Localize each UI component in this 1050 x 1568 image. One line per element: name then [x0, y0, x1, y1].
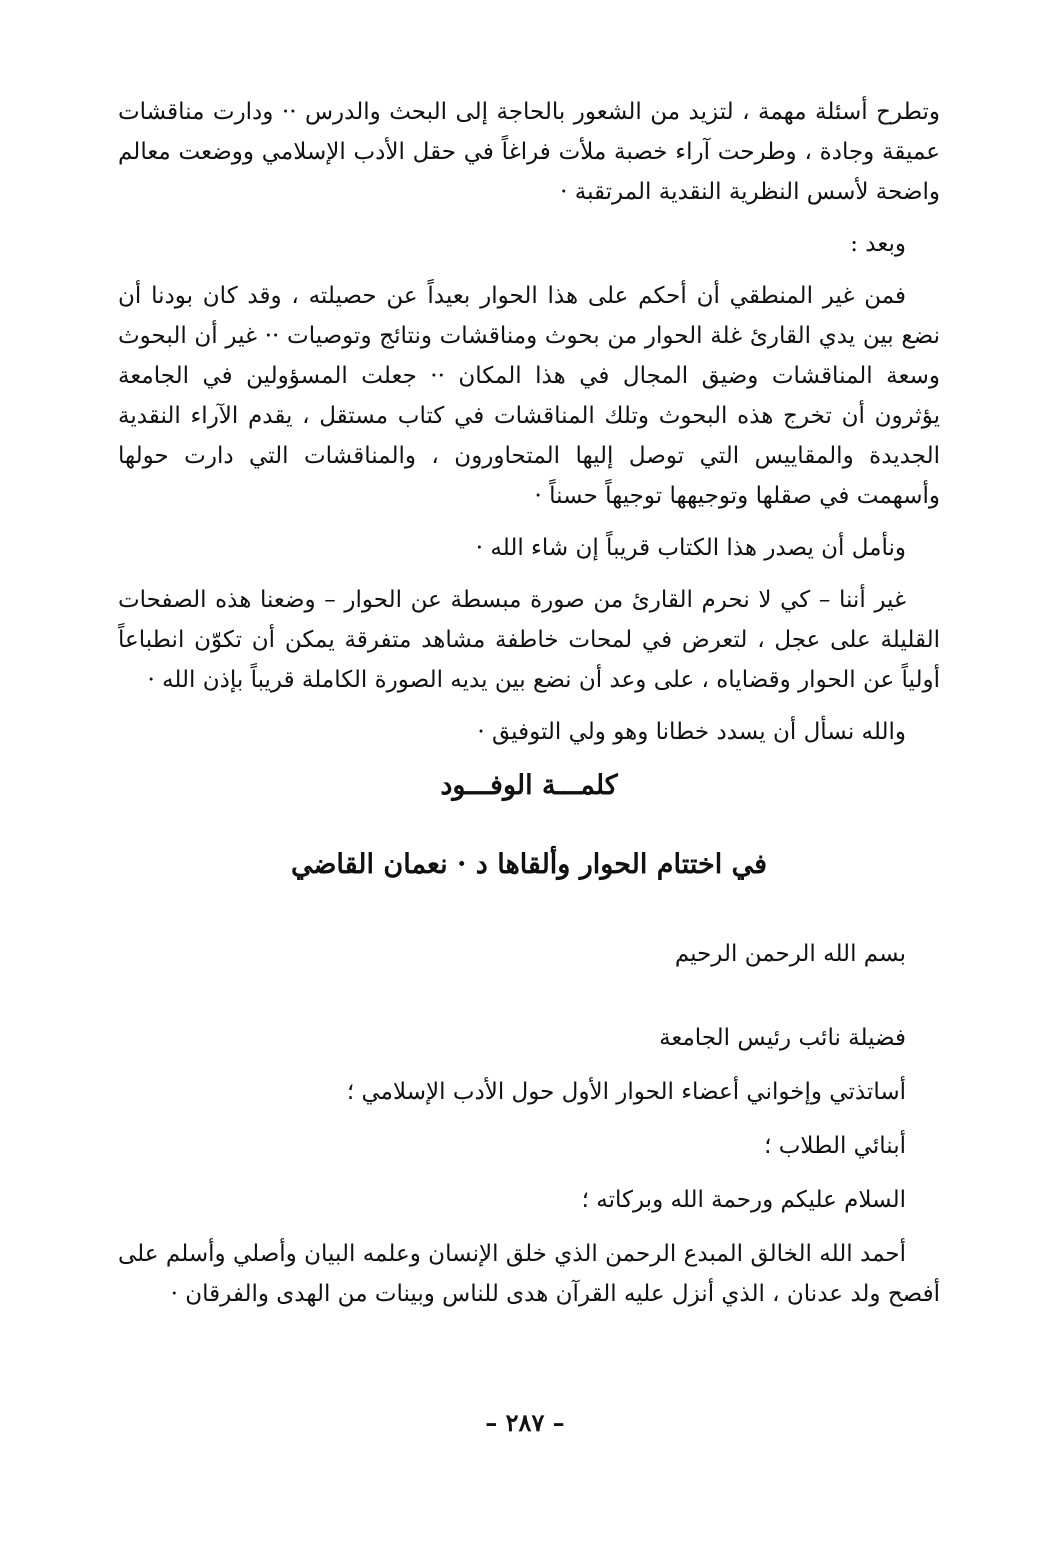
address-line-1: فضيلة نائب رئيس الجامعة — [659, 1025, 906, 1051]
paragraph-closing: أحمد الله الخالق المبدع الرحمن الذي خلق الإنسان وعلمه البيان وأصلي وأسلم على أفصح ولد عدنان ، الذي أنزل عليه القرآن هدى للناس وبينات من الهدى والفرقان · — [118, 1241, 940, 1307]
address-line-3: أبنائي الطلاب ؛ — [764, 1133, 906, 1159]
address-line-4: السلام عليكم ورحمة الله وبركاته ؛ — [581, 1187, 906, 1213]
section-subtitle: في اختتام الحوار وألقاها د · نعمان القاضي — [290, 849, 768, 880]
basmala-line: بسم الله الرحمن الرحيم — [674, 941, 906, 967]
paragraph-waba3d: وبعد : — [850, 231, 906, 257]
paragraph-intro-1: وتطرح أسئلة مهمة ، لتزيد من الشعور بالحاجة إلى البحث والدرس ·· ودارت مناقشات عميقة وجادة ، وطرحت آراء خصبة ملأت فراغاً في حقل الأدب الإسلامي ووضعت معالم واضحة لأسس النظرية النقدية المرتقبة · — [118, 99, 940, 205]
page-number: – ٢٨٧ – — [485, 1408, 565, 1437]
page-body — [118, 92, 940, 1314]
paragraph-intro-3: ونأمل أن يصدر هذا الكتاب قريباً إن شاء الله · — [475, 535, 906, 561]
paragraph-intro-4: غير أننا – كي لا نحرم القارئ من صورة مبسطة عن الحوار – وضعنا هذه الصفحات القليلة على عجل ، لتعرض في لمحات خاطفة مشاهد متفرقة يمكن أن تكوّن انطباعاً أولياً عن الحوار وقضاياه ، على وعد أن نضع بين يديه الصورة الكاملة قريباً بإذن الله · — [118, 587, 940, 693]
address-block — [118, 1018, 940, 1220]
address-line-2: أساتذتي وإخواني أعضاء الحوار الأول حول الأدب الإسلامي ؛ — [346, 1079, 906, 1105]
section-title: كلمـــة الوفـــود — [440, 770, 618, 801]
paragraph-intro-2: فمن غير المنطقي أن أحكم على هذا الحوار بعيداً عن حصيلته ، وقد كان بودنا أن نضع بين يدي القارئ غلة الحوار من بحوث ومناقشات ونتائج وتوصيات ·· غير أن البحوث وسعة المناقشات وضيق المجال في هذا المكان ·· جعلت المسؤولين في الجامعة يؤثرون أن تخرج هذه البحوث وتلك المناقشات في كتاب مستقل ، يقدم الآراء النقدية الجديدة والمقاييس التي توصل إليها المتحاورون ، والمناقشات التي دارت حولها وأسهمت في صقلها وتوجيهها توجيهاً حسناً · — [118, 283, 940, 509]
paragraph-intro-5: والله نسأل أن يسدد خطانا وهو ولي التوفيق · — [477, 719, 906, 745]
